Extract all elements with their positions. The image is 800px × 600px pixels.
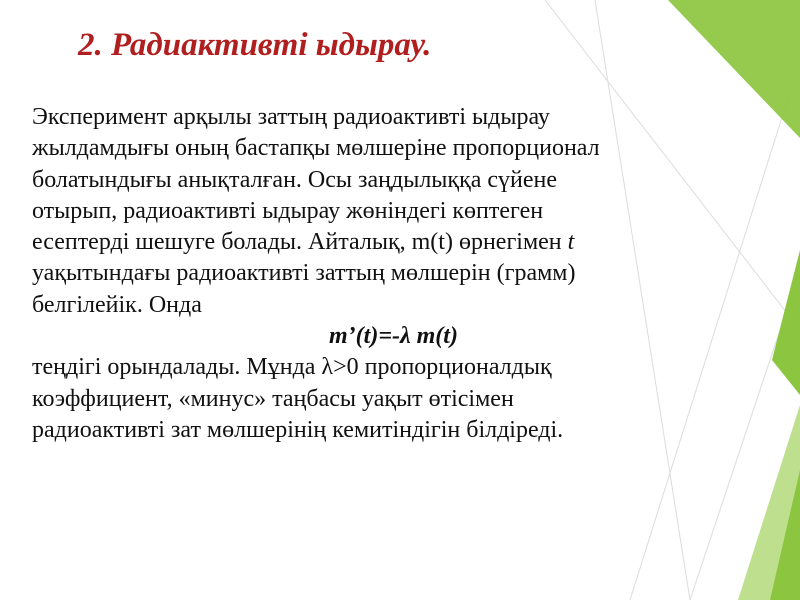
paragraph-line: Эксперимент арқылы заттың радиоактивті ыдырау bbox=[32, 104, 550, 130]
slide-body bbox=[32, 102, 762, 446]
paragraph-line-text: есептерді шешуге болады. Айталық, m(t) өрнегімен bbox=[32, 229, 568, 256]
conclusion-line: теңдігі орындалады. Мұнда λ>0 пропорционалдық bbox=[32, 354, 552, 381]
t-variable: t bbox=[567, 229, 575, 256]
slide-title: 2. Радиактивті ыдырау. bbox=[78, 27, 432, 63]
conclusion-line: радиоактивті зат мөлшерінің кемитіндігін білдіреді. bbox=[32, 416, 564, 443]
decay-formula: m’(t)=-λ m(t) bbox=[329, 323, 458, 350]
paragraph-line: уақытындағы радиоактивті заттың мөлшерін (грамм) bbox=[32, 260, 576, 287]
green-accent-right bbox=[772, 250, 800, 395]
paragraph-line: болатындығы анықталған. Осы заңдылыққа сүйене bbox=[32, 166, 558, 193]
conclusion-line: коэффициент, «минус» таңбасы уақыт өтісімен bbox=[32, 385, 514, 412]
paragraph-line: белгілейік. Онда bbox=[32, 291, 202, 318]
paragraph-line-with-variable bbox=[32, 227, 762, 258]
paragraph-line: отырып, радиоактивті ыдырау жөніндегі көптеген bbox=[32, 197, 544, 224]
paragraph-line: жылдамдығы оның бастапқы мөлшеріне пропорционал bbox=[32, 135, 600, 162]
